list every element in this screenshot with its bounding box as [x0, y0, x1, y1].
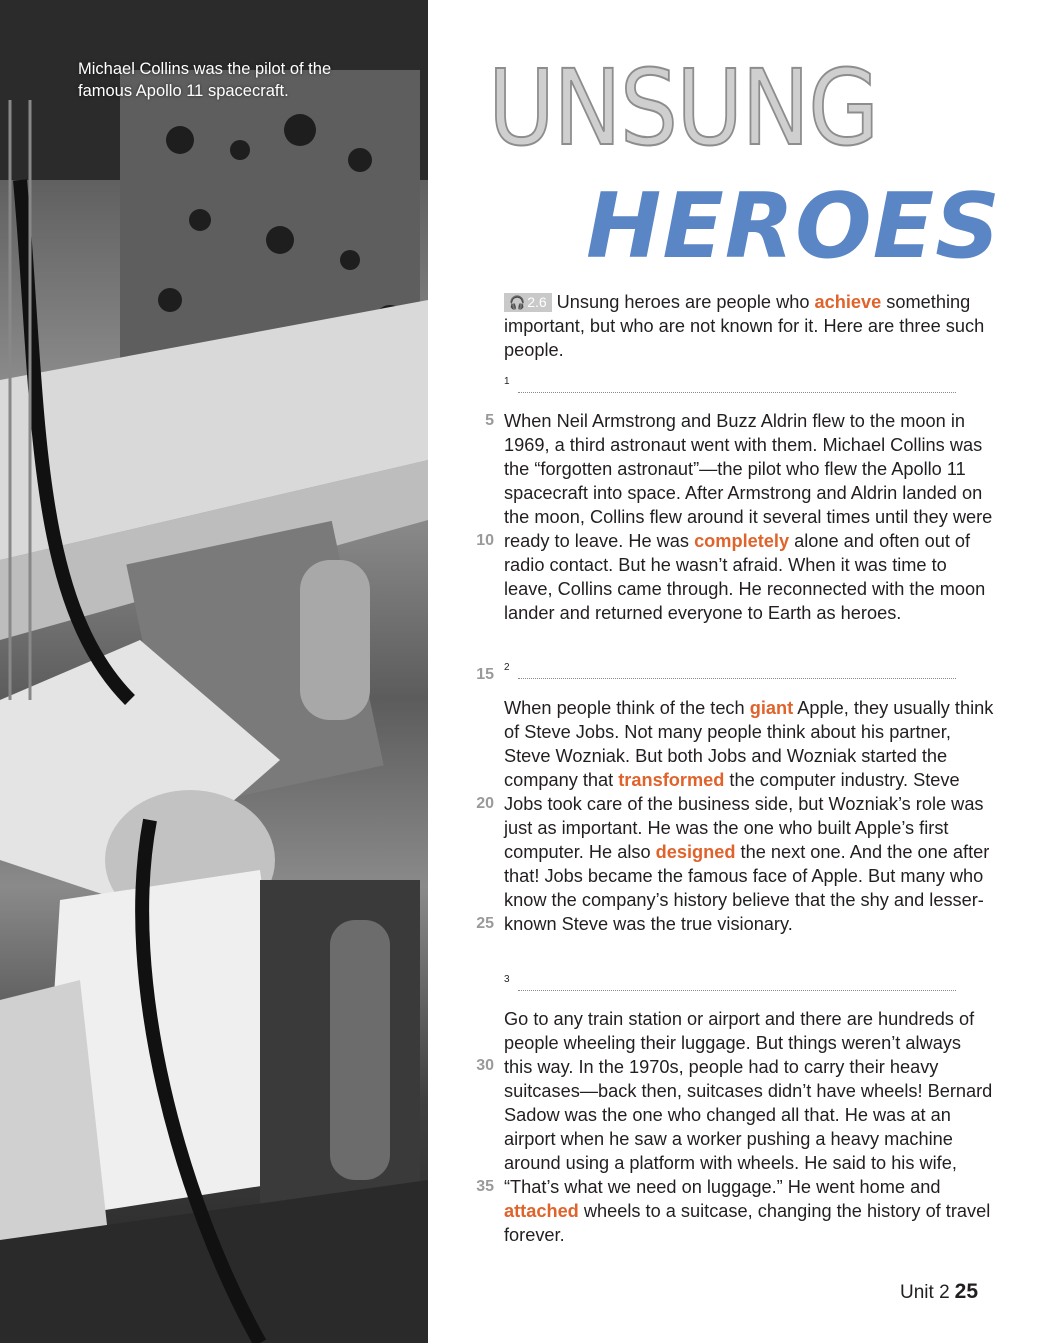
page-footer — [900, 1280, 978, 1304]
keyword-designed: designed — [655, 842, 736, 862]
line-number-10: 10 — [476, 532, 494, 549]
paragraph-text: wheels to a suitcase, changing the history of travel forever. — [504, 1201, 991, 1245]
keyword-completely: completely — [694, 531, 790, 551]
paragraph-text: alone and often out of radio contact. But he wasn’t afraid. When it was time to leave, Collins came through. He reconnected with the moon lander and returned everyone to Earth as heroes. — [504, 531, 986, 623]
line-number-15: 15 — [476, 666, 494, 683]
intro-text-end: something important, but who are not known for it. Here are three such people. — [504, 292, 985, 360]
section-heading-blank-2 — [504, 662, 956, 682]
cockpit-photo-illustration — [0, 0, 428, 1343]
line-number-5: 5 — [485, 412, 494, 429]
paragraph-text: When people think of the tech — [504, 698, 750, 718]
answer-line — [518, 678, 956, 679]
paragraph-text: Apple, they usually think of Steve Jobs. Not many people think about his partner, Steve Wozniak. But both Jobs and Wozniak started the company that — [504, 698, 994, 790]
unit-label: Unit 2 — [900, 1282, 950, 1303]
answer-line — [518, 392, 956, 393]
keyword-achieve: achieve — [814, 292, 882, 312]
cockpit-photo — [0, 0, 428, 1343]
keyword-transformed: transformed — [618, 770, 725, 790]
paragraph-text: Go to any train station or airport and there are hundreds of people wheeling their luggage. But things weren’t always this way. In the 1970s, people had to carry their heavy suitcases—back then, suitcases didn’t have wheels! Bernard Sadow was the one who changed all that. He was at an airport when he saw a worker pushing a heavy machine around using a platform with wheels. He said to his wife, “That’s what we need on luggage.” He went home and — [504, 1009, 993, 1197]
section-number: 3 — [504, 974, 510, 985]
section-3-paragraph — [504, 1007, 994, 1247]
line-number-20: 20 — [476, 795, 494, 812]
paragraph-text: the computer industry. Steve Jobs took care of the business side, but Wozniak’s role was just as important. He was the one who built Apple’s first computer. He also — [504, 770, 984, 862]
paragraph-text: When Neil Armstrong and Buzz Aldrin flew to the moon in 1969, a third astronaut went with them. Michael Collins was the “forgotten astronaut”—the pilot who flew the Apollo 11 spacecraft into space. After Armstrong and Aldrin landed on the moon, Collins flew around it several times until they were ready to leave. He was — [504, 411, 993, 551]
section-number: 2 — [504, 662, 510, 673]
headphones-icon: 🎧 — [509, 295, 526, 310]
page-number: 25 — [954, 1280, 978, 1303]
intro-text: Unsung heroes are people who — [556, 292, 815, 312]
title-heroes: HEROES — [586, 174, 1001, 279]
keyword-giant: giant — [749, 698, 794, 718]
keyword-attached: attached — [504, 1201, 579, 1221]
paragraph-text: the next one. And the one after that! Jobs became the famous face of Apple. But many who know the company’s history believe that the shy and lesser-known Steve was the true visionary. — [504, 842, 990, 934]
line-number-25: 25 — [476, 915, 494, 932]
section-2-paragraph — [504, 696, 994, 936]
audio-track-number: 2.6 — [527, 294, 547, 310]
title-unsung: UNSUNG — [488, 47, 878, 169]
photo-caption: Michael Collins was the pilot of the famous Apollo 11 spacecraft. — [78, 60, 332, 100]
line-number-35: 35 — [476, 1178, 494, 1195]
section-heading-blank-1 — [504, 376, 956, 396]
line-number-30: 30 — [476, 1057, 494, 1074]
section-number: 1 — [504, 376, 510, 387]
answer-line — [518, 990, 956, 991]
audio-track-button[interactable] — [504, 293, 552, 312]
intro-paragraph — [504, 290, 994, 362]
section-1-paragraph — [504, 409, 994, 625]
section-heading-blank-3 — [504, 974, 956, 994]
